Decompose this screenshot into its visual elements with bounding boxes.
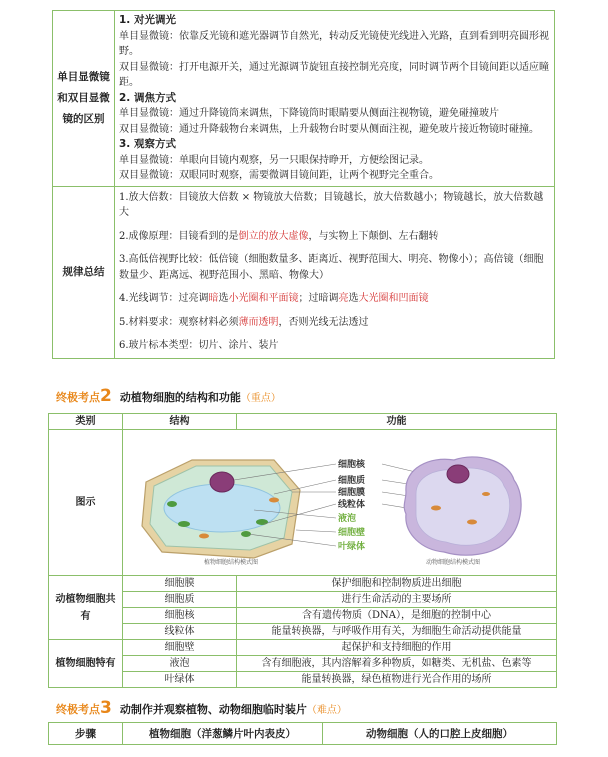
microscope-table [52, 10, 555, 359]
structure-cell: 细胞质 [123, 592, 237, 608]
header-structure: 结构 [123, 414, 237, 430]
diagram-label: 图示 [49, 430, 123, 576]
structure-cell: 线粒体 [123, 624, 237, 640]
section-heading: 3. 观察方式 [119, 138, 176, 150]
section-heading: 1. 对光调光 [119, 14, 176, 26]
function-cell: 保护细胞和控制物质进出细胞 [237, 576, 557, 592]
group-common: 动植物细胞共有 [49, 576, 123, 640]
header-category: 类别 [49, 414, 123, 430]
rule-emphasis: 倒立的放大虚像 [238, 230, 309, 242]
compare-line: 双目显微镜：通过升降载物台来调焦，上升载物台时要从侧面注视，避免玻片接近物镜时碰撞。 [119, 123, 539, 135]
rule-3: 3.高低倍视野比较：低倍镜（细胞数量多、距离近、视野范围大、明亮、物像小）；高倍镜（细胞数量少、距离远、视野范围小、黑暗、物像大） [119, 254, 544, 281]
plant-caption: 植物细胞结构模式图 [203, 559, 258, 566]
rules-content [115, 186, 555, 358]
label-chloroplast: 叶绿体 [337, 542, 365, 552]
label-membrane: 细胞膜 [337, 488, 365, 498]
label-mitochondria: 线粒体 [337, 500, 365, 510]
function-cell: 起保护和支持细胞的作用 [237, 640, 557, 656]
function-cell: 进行生命活动的主要场所 [237, 592, 557, 608]
section-title: 动制作并观察植物、动物细胞临时装片 [119, 703, 307, 716]
animal-caption: 动物细胞结构模式图 [425, 559, 480, 566]
function-cell: 能量转换器，绿色植物进行光合作用的场所 [237, 672, 557, 688]
rules-label: 规律总结 [53, 186, 115, 358]
rule-emphasis: 亮 [338, 293, 349, 304]
compare-content [115, 11, 555, 187]
plant-cell-image [142, 460, 300, 566]
section-number: 3 [100, 698, 112, 718]
function-cell: 能量转换器，与呼吸作用有关，为细胞生命活动提供能量 [237, 624, 557, 640]
steps-table [48, 722, 557, 745]
rule-emphasis: 暗 [208, 293, 219, 304]
structure-cell: 液泡 [123, 656, 237, 672]
rule-4: 4.光线调节：过亮调暗选小光圈和平面镜；过暗调亮选大光圈和凹面镜 [119, 293, 429, 304]
group-plant: 植物细胞特有 [49, 640, 123, 688]
compare-line: 双目显微镜：双眼同时观察，需要微调目镜间距，让两个视野完全重合。 [119, 170, 439, 181]
section-heading: 2. 调焦方式 [119, 91, 176, 104]
rule-6: 6.玻片标本类型：切片、涂片、装片 [119, 340, 279, 351]
rule-emphasis: 小光圈和平面镜 [228, 293, 299, 304]
section-tag: 终极考点 [56, 391, 100, 404]
section-number: 2 [100, 386, 112, 406]
label-cytoplasm: 细胞质 [337, 476, 365, 486]
section-2-heading [56, 386, 281, 406]
animal-cell-image [404, 457, 521, 566]
section-title: 动植物细胞的结构和功能 [119, 391, 241, 404]
structure-cell: 细胞壁 [123, 640, 237, 656]
structure-cell: 叶绿体 [123, 672, 237, 688]
section-3-heading [56, 698, 347, 718]
rule-emphasis: 薄而透明 [238, 316, 279, 328]
section-tag: 终极考点 [56, 703, 100, 716]
compare-line: 单目显微镜：单眼向目镜内观察，另一只眼保持睁开，方便绘图记录。 [119, 154, 429, 166]
label-cell-wall: 细胞壁 [337, 528, 365, 538]
function-cell: 含有细胞液，其内溶解着多种物质，如糖类、无机盐、色素等 [237, 656, 557, 672]
rule-2: 2.成像原理：目镜看到的是倒立的放大虚像，与实物上下颠倒、左右翻转 [119, 230, 439, 242]
section-difficulty: （难点） [306, 705, 347, 716]
compare-line: 单目显微镜：依靠反光镜和遮光器调节自然光，转动反光镜使光线进入光路，直到看到明亮圆形视野。 [119, 30, 549, 57]
compare-line: 单目显微镜：通过升降镜筒来调焦，下降镜筒时眼睛要从侧面注视物镜，避免碰撞玻片 [119, 108, 499, 119]
header-function: 功能 [237, 414, 557, 430]
structure-cell: 细胞核 [123, 608, 237, 624]
structure-cell: 细胞膜 [123, 576, 237, 592]
structure-labels [338, 458, 366, 552]
cell-diagram [123, 430, 557, 576]
header-plant-cell: 植物细胞（洋葱鳞片叶内表皮） [123, 723, 323, 745]
cell-table [48, 413, 557, 688]
rule-5: 5.材料要求：观察材料必须薄而透明，否则光线无法透过 [119, 316, 369, 328]
label-vacuole: 液泡 [337, 514, 356, 524]
cell-illustration [124, 430, 556, 570]
rule-emphasis: 大光圈和凹面镜 [358, 293, 429, 304]
header-animal-cell: 动物细胞（人的口腔上皮细胞） [323, 723, 557, 745]
section-difficulty: （重点） [240, 393, 281, 404]
compare-line: 双目显微镜：打开电源开关，通过光源调节旋钮直接控制光亮度，同时调节两个目镜间距以适应瞳距。 [119, 61, 549, 88]
rule-1: 1.放大倍数：目镜放大倍数 × 物镜放大倍数；目镜越长，放大倍数越小；物镜越长，放大倍数越大 [119, 191, 544, 218]
label-nucleus: 细胞核 [337, 460, 365, 470]
compare-label: 单目显微镜和双目显微镜的区别 [53, 11, 115, 187]
header-step: 步骤 [49, 723, 123, 745]
function-cell: 含有遗传物质（DNA），是细胞的控制中心 [237, 608, 557, 624]
